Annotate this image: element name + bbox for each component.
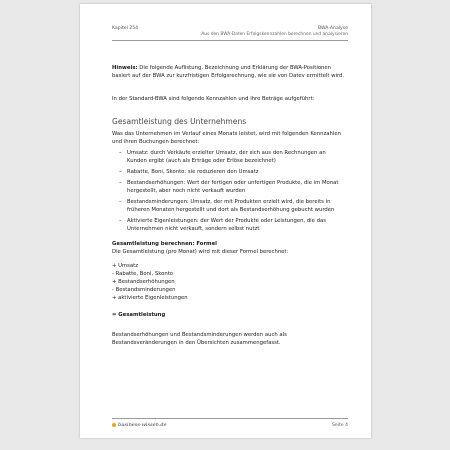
section-heading: Gesamtleistung des Unternehmens — [112, 117, 247, 126]
formula-intro: Die Gesamtleistung (pro Monat) wird mit dieser Formel berechnet: — [112, 249, 289, 255]
hint-text: Die folgende Auflistung, Bezeichnung und Erklärung der BWA-Positionen basiert auf der BWA zur kurzfristigen Erfolgsrechnung, wie sie von Datev ermittelt wird. — [112, 65, 345, 79]
list-item: – Bestandserhöhungen: Wert der fertigen oder unfertigen Produkte, die im Monat hergestellt, aber noch nicht verkauft wurden — [119, 180, 339, 194]
header-title: BWA-Analyse — [318, 26, 348, 31]
formula-line: + Umsatz — [112, 263, 139, 269]
bullet-marker: – — [119, 169, 122, 175]
list-item: – Aktivierte Eigenleistungen: der Wert der Produkte oder Leistungen, die das Unternehmen nicht verkauft, sondern selbst nutzt — [119, 218, 326, 232]
formula-heading: Gesamtleistung berechnen: Formel — [112, 241, 217, 247]
formula-result: = Gesamtleistung — [112, 312, 166, 318]
page-number: Seite 4 — [331, 422, 348, 428]
formula-line: - Rabatte, Boni, Skonto — [112, 271, 174, 277]
formula-line: + aktivierte Eigenleistungen — [112, 295, 188, 301]
bullet-marker: – — [119, 180, 122, 186]
header-chapter: Kapitel 254 — [112, 26, 139, 31]
list-item: – Rabatte, Boni, Skonto: sie reduzieren den Umsatz — [119, 169, 259, 175]
brand-logo[interactable] — [112, 422, 167, 428]
page-content — [112, 64, 347, 347]
hint-label: Hinweis: — [112, 65, 138, 71]
formula-line: + Bestandserhöhungen — [112, 279, 175, 285]
document-page — [80, 4, 371, 438]
standard-bwa-text: In der Standard-BWA sind folgende Kennzahlen und ihre Beträge aufgeführt: — [112, 96, 315, 102]
hint-paragraph — [112, 64, 347, 80]
footer-divider — [112, 418, 348, 419]
logo-dot-icon — [112, 423, 116, 427]
formula-note: Bestandserhöhungen und Bestandsminderungen werden auch als Bestandsveränderungen in den Übersichten zusammengefasst. — [112, 332, 287, 346]
list-item: – Bestandsminderungen: Umsatz, der mit Produkten erzielt wird, die bereits in früheren Monaten hergestellt und dort als Bestandserhöhung gebucht wurden — [119, 199, 335, 213]
list-item: – Umsatz: durch Verkäufe erzielter Umsatz, der sich aus den Rechnungen an Kunden ergibt (auch als Erträge oder Erlöse bezeichnet) — [119, 150, 326, 164]
header-subtitle: Aus den BWA-Daten Erfolgskennzahlen berechnen und analysieren — [201, 32, 348, 37]
page-footer — [112, 422, 348, 428]
bullet-marker: – — [119, 150, 122, 156]
formula-line: - Bestandsminderungen — [112, 287, 176, 293]
logo-text: business-wissen.de — [118, 422, 167, 428]
header-divider — [112, 40, 348, 41]
bullet-marker: – — [119, 199, 122, 205]
bullet-marker: – — [119, 218, 122, 224]
bullet-list — [112, 149, 347, 233]
section-intro: Was das Unternehmen im Verlauf eines Monats leistet, wird mit folgenden Kennzahlen und ihren Buchungen berechnet: — [112, 131, 341, 145]
